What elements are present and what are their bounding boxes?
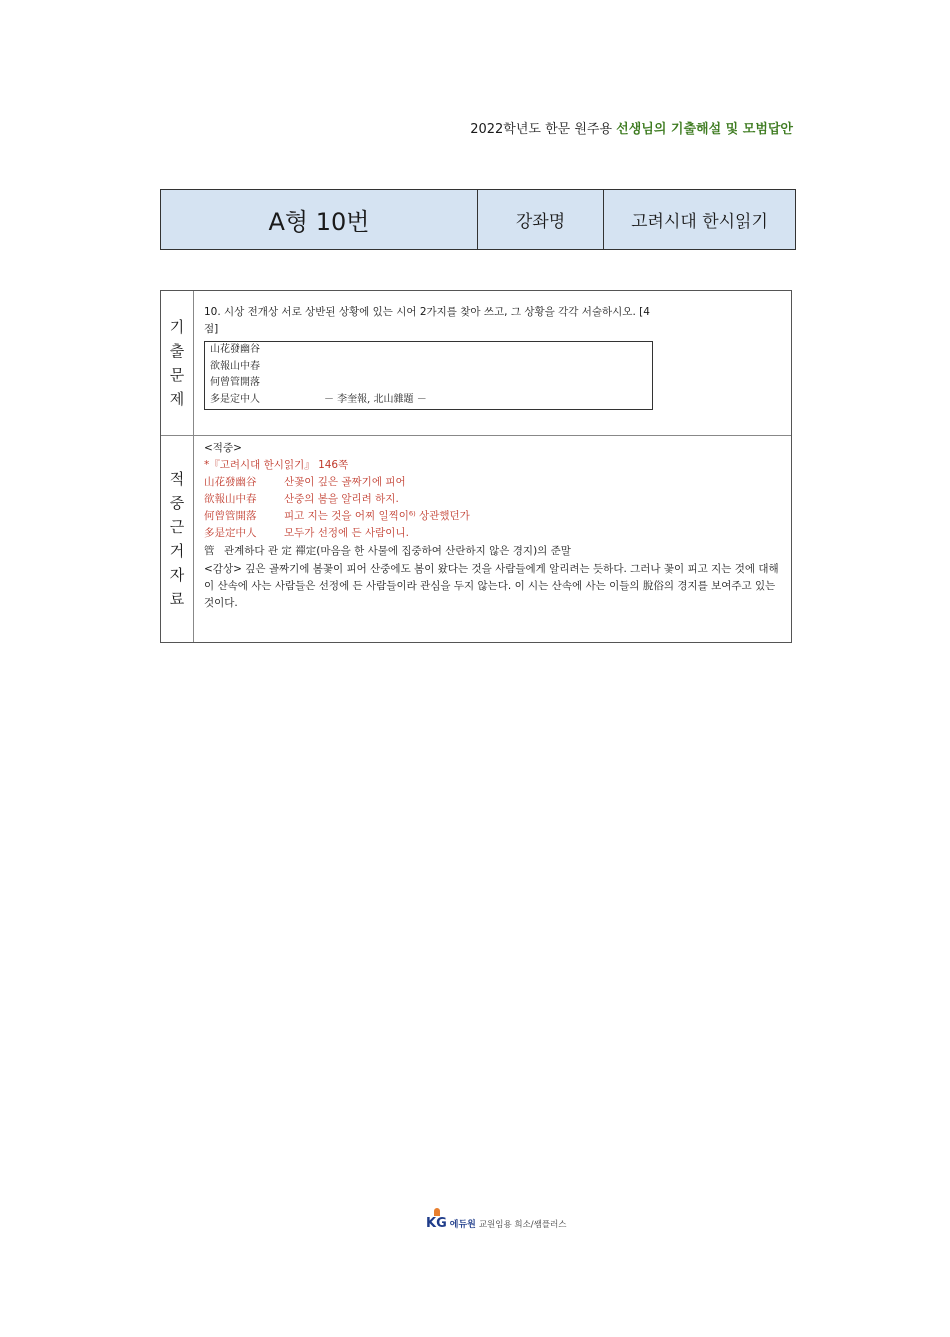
exam-question-label <box>161 291 194 435</box>
translation-text: 모두가 선정에 든 사람이니. <box>284 527 409 539</box>
poem-last-line <box>210 392 648 409</box>
evidence-content <box>194 436 791 642</box>
translation-line <box>204 525 781 542</box>
side-char: 적 <box>169 470 185 488</box>
course-name: 고려시대 한시읽기 <box>603 190 795 249</box>
side-char: 문 <box>169 366 185 384</box>
logo-sub-text: 교원임용 희소/쌤플러스 <box>478 1219 567 1230</box>
exam-number: A형 10번 <box>268 208 370 236</box>
poem-line: 欲報山中春 <box>210 360 260 372</box>
translation-line <box>204 474 781 491</box>
poem-line: 山花發幽谷 <box>210 344 260 355</box>
header-highlight: 선생님의 기출해설 및 모범답안 <box>616 122 793 137</box>
translation-line <box>204 508 781 525</box>
translation-text: 산중의 봄을 알리려 하지. <box>284 493 399 505</box>
translation-text: 피고 지는 것을 어찌 일찍이⁶⁾ 상관했던가 <box>284 510 470 522</box>
kg-logo <box>426 1216 447 1231</box>
logo-spark-icon <box>434 1208 440 1216</box>
translation-line <box>204 491 781 508</box>
hanja-text: 何曾管開落 <box>204 510 257 522</box>
course-label: 강좌명 <box>477 190 603 249</box>
side-char: 근 <box>169 518 185 536</box>
poem-line: 多是定中人 <box>210 393 260 405</box>
hanja-text: 多是定中人 <box>204 527 257 539</box>
side-char: 제 <box>169 390 185 408</box>
evidence-row <box>161 435 791 642</box>
note-text: 관계하다 관 定 禪定(마음을 한 사물에 집중하여 산란하지 않은 경지)의 준말 <box>224 545 571 557</box>
hanja-text: 山花發幽谷 <box>204 476 257 488</box>
poem-box <box>204 341 653 410</box>
page-header <box>470 118 793 137</box>
logo-edu-text: 에듀원 <box>449 1220 476 1230</box>
appreciation-text: <감상> 깊은 골짜기에 봄꽃이 피어 산중에도 봄이 왔다는 것을 사람들에게 알리려는 듯하다. 그러나 꽃이 피고 지는 것에 대해 이 산속에 사는 사람들은 선정에 든 사람들이라 관심을 두지 않는다. 이 시는 산속에 사는 이들의 脫俗의 경지를 보여주고 있는 것이다. <box>204 563 779 609</box>
side-char: 기 <box>169 318 185 336</box>
side-char: 자 <box>169 566 185 584</box>
evidence-source: *『고려시대 한시읽기』 146쪽 <box>204 459 349 471</box>
exam-question-row <box>161 291 791 435</box>
evidence-label <box>161 436 194 642</box>
title-box <box>160 189 796 250</box>
side-char: 출 <box>169 342 185 360</box>
translation-text: 산꽃이 깊은 골짜기에 피어 <box>284 476 406 488</box>
hanja-text: 欲報山中春 <box>204 493 257 505</box>
side-char: 중 <box>169 494 185 512</box>
side-char: 료 <box>169 590 185 608</box>
footer-logo <box>426 1216 567 1231</box>
question-text: 10. 시상 전개상 서로 상반된 상황에 있는 시어 2가지를 찾아 쓰고, 그 상황을 각각 서술하시오. [4점] <box>204 306 650 335</box>
note-label: 管 <box>204 545 215 557</box>
header-prefix: 2022학년도 한문 원주용 <box>470 122 617 137</box>
exam-question-content <box>194 291 791 435</box>
evidence-heading: <적중> <box>204 442 242 454</box>
side-char: 거 <box>169 542 185 560</box>
poem-line: 何曾管開落 <box>210 377 260 388</box>
logo-kg-text: KG <box>426 1216 447 1231</box>
poem-author: － 李奎報, 北山雜題 － <box>324 393 427 405</box>
vocabulary-note <box>204 543 781 560</box>
content-table <box>160 290 792 643</box>
